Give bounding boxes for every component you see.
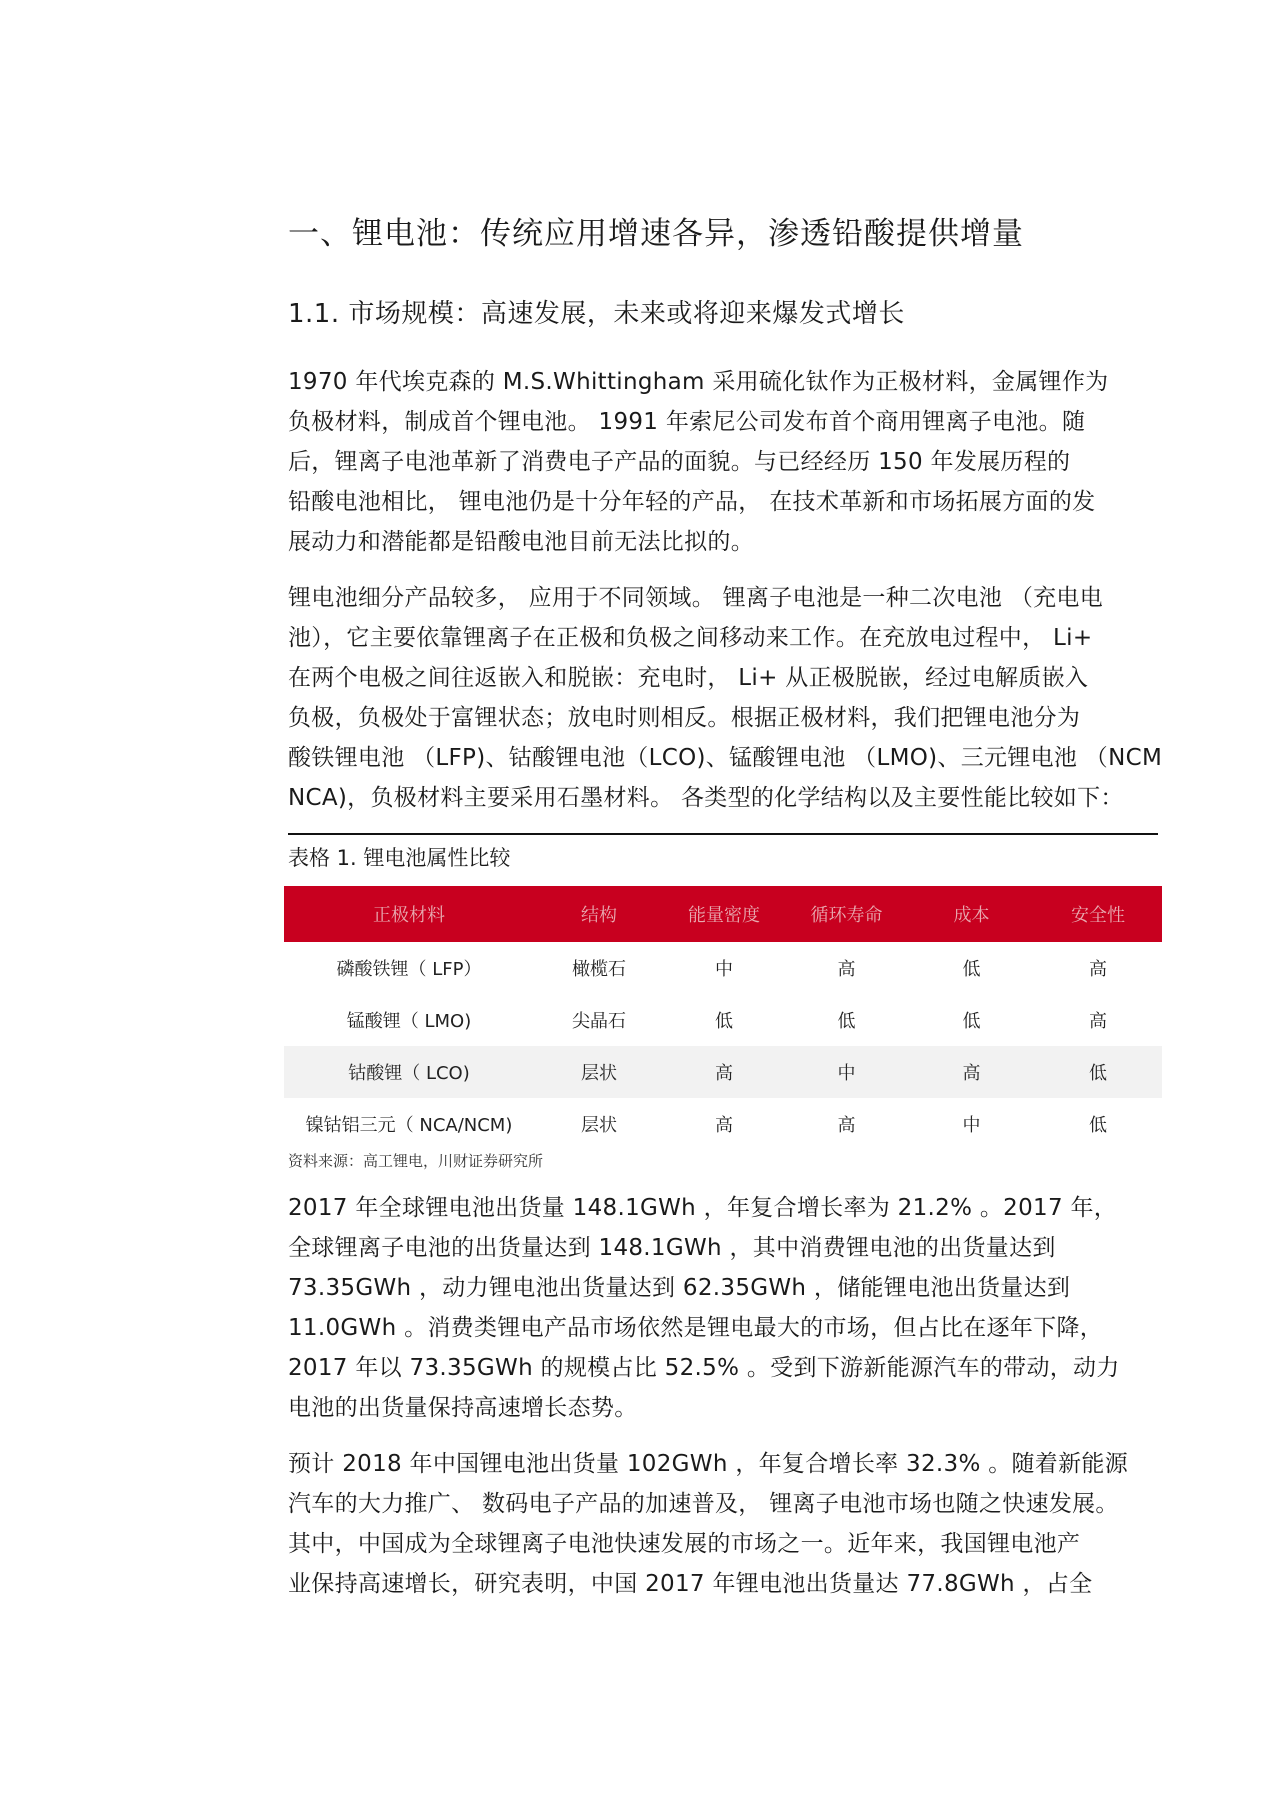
table-cell: 钴酸锂（ LCO) (284, 1046, 534, 1098)
table-cell: 尖晶石 (572, 1011, 626, 1032)
table-cell: 高 (1089, 1011, 1107, 1032)
table-cell: 中 (715, 959, 733, 980)
paragraph-china-forecast (288, 1444, 1158, 1604)
text-line: 负极，负极处于富锂状态；放电时则相反。根据正极材料，我们把锂电池分为 (288, 705, 1081, 731)
table-cell: 高 (909, 1046, 1034, 1098)
table-cell: 低 (962, 959, 981, 980)
table-cell: 中 (962, 1115, 981, 1136)
text-line: 负极材料，制成首个锂电池。 1991 年索尼公司发布首个商用锂离子电池。随 (288, 409, 1086, 435)
table-cell: 低 (1089, 1115, 1107, 1136)
text-line: 后，锂离子电池革新了消费电子产品的面貌。与已经经历 150 年发展历程的 (288, 449, 1071, 475)
table-caption: 表格 1. 锂电池属性比较 (288, 846, 511, 870)
table-cell: 高 (837, 1115, 856, 1136)
text-line: 预计 2018 年中国锂电池出货量 102GWh ，年复合增长率 32.3% 。随着新能源 (288, 1451, 1129, 1477)
text-line: 酸铁锂电池 （LFP)、钴酸锂电池（LCO)、锰酸锂电池 （LMO)、三元锂电池 （NCM (288, 745, 1163, 771)
table-header-row (284, 886, 1162, 942)
text-line: 汽车的大力推广、 数码电子产品的加速普及， 锂离子电池市场也随之快速发展。 (288, 1491, 1119, 1517)
table-cell: 镍钴铝三元（ NCA/NCM) (305, 1115, 513, 1136)
table-source-note: 资料来源：高工锂电，川财证券研究所 (288, 1152, 544, 1170)
text-line: 2017 年全球锂电池出货量 148.1GWh ，年复合增长率为 21.2% 。2017 年， (288, 1195, 1118, 1221)
table-cell: 低 (1034, 1046, 1162, 1098)
text-line: 展动力和潜能都是铅酸电池目前无法比拟的。 (288, 529, 754, 555)
table-cell: 层状 (581, 1115, 617, 1136)
text-line: 业保持高速增长，研究表明，中国 2017 年锂电池出货量达 77.8GWh ，占全 (288, 1571, 1093, 1597)
header-energy-density: 能量密度 (664, 886, 784, 942)
text-line: 1970 年代埃克森的 M.S.Whittingham 采用硫化钛作为正极材料，金属锂作为 (288, 369, 1109, 395)
table-cell: 高 (715, 1115, 733, 1136)
table-cell: 低 (962, 1011, 981, 1032)
text-line: 全球锂离子电池的出货量达到 148.1GWh ，其中消费锂电池的出货量达到 (288, 1235, 1056, 1261)
table-top-rule (288, 833, 1158, 835)
table-cell: 高 (837, 959, 856, 980)
section-heading: 一、锂电池：传统应用增速各异，渗透铅酸提供增量 (288, 216, 1024, 252)
header-cathode: 正极材料 (284, 886, 534, 942)
text-line: NCA)，负极材料主要采用石墨材料。 各类型的化学结构以及主要性能比较如下： (288, 785, 1124, 811)
header-safety: 安全性 (1034, 886, 1162, 942)
table-cell: 橄榄石 (572, 959, 626, 980)
text-line: 73.35GWh ，动力锂电池出货量达到 62.35GWh ，储能锂电池出货量达到 (288, 1275, 1071, 1301)
table-cell: 低 (715, 1011, 733, 1032)
text-line: 铅酸电池相比， 锂电池仍是十分年轻的产品， 在技术革新和市场拓展方面的发 (288, 489, 1096, 515)
table-cell: 中 (784, 1046, 909, 1098)
text-line: 2017 年以 73.35GWh 的规模占比 52.5% 。受到下游新能源汽车的带动，动力 (288, 1355, 1120, 1381)
paragraph-types (288, 578, 1163, 818)
table-row (284, 1046, 1162, 1098)
table-cell: 锰酸锂（ LMO) (346, 1011, 472, 1032)
text-line: 池），它主要依靠锂离子在正极和负极之间移动来工作。在充放电过程中， Li+ (288, 625, 1093, 651)
table-cell: 低 (837, 1011, 856, 1032)
paragraph-history (288, 362, 1158, 562)
subsection-heading: 1.1. 市场规模：高速发展，未来或将迎来爆发式增长 (288, 299, 905, 329)
table-row (284, 994, 1162, 1046)
text-line: 电池的出货量保持高速增长态势。 (288, 1395, 638, 1421)
text-line: 11.0GWh 。消费类锂电产品市场依然是锂电最大的市场，但占比在逐年下降， (288, 1315, 1104, 1341)
table-cell: 层状 (534, 1046, 664, 1098)
text-line: 其中，中国成为全球锂离子电池快速发展的市场之一。近年来，我国锂电池产 (288, 1531, 1081, 1557)
table-cell: 磷酸铁锂（ LFP） (336, 959, 482, 980)
text-line: 锂电池细分产品较多， 应用于不同领域。 锂离子电池是一种二次电池 （充电电 (288, 585, 1104, 611)
header-cycle-life: 循环寿命 (784, 886, 909, 942)
battery-comparison-table (284, 886, 1162, 1150)
text-line: 在两个电极之间往返嵌入和脱嵌：充电时， Li+ 从正极脱嵌，经过电解质嵌入 (288, 665, 1089, 691)
header-structure: 结构 (534, 886, 664, 942)
table-row (284, 1098, 1162, 1150)
header-cost: 成本 (909, 886, 1034, 942)
table-cell: 高 (1089, 959, 1107, 980)
table-row (284, 942, 1162, 994)
table-cell: 高 (664, 1046, 784, 1098)
paragraph-global-shipments (288, 1188, 1158, 1428)
